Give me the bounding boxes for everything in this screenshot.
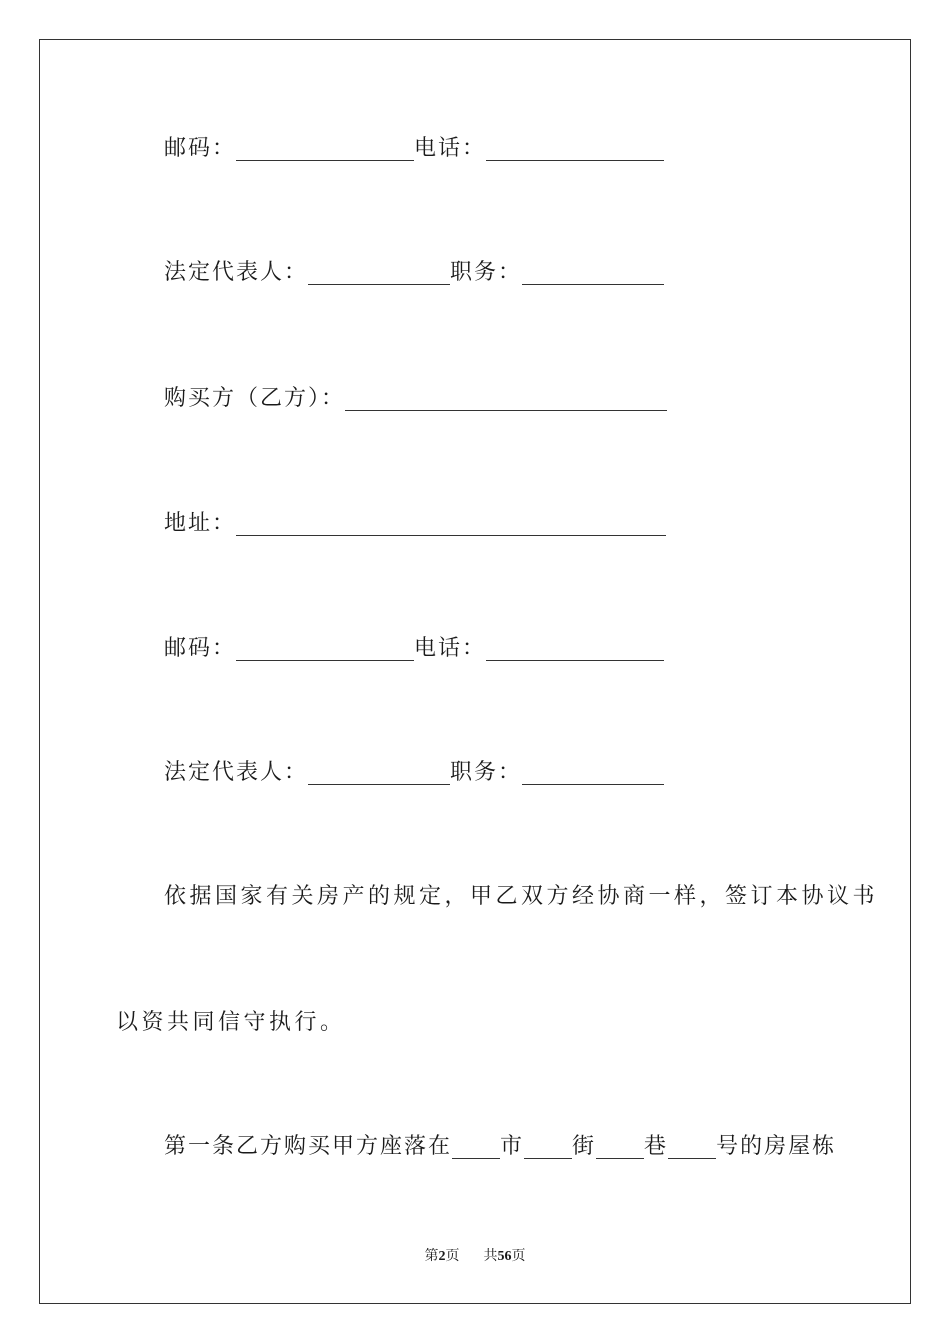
address-line [164, 509, 666, 539]
phone-label: 电话： [414, 636, 487, 661]
total-suffix: 页 [511, 1248, 526, 1264]
buyer-field[interactable] [345, 388, 667, 411]
legal-rep-line-1 [164, 258, 664, 288]
position-label: 职务： [450, 260, 523, 285]
page-prefix: 第 [424, 1248, 439, 1264]
legal-rep-field[interactable] [308, 762, 450, 785]
zip-field[interactable] [236, 638, 414, 661]
zip-label: 邮码： [164, 136, 237, 161]
paragraph-line-2: 以资共同信守执行。 [116, 1010, 346, 1035]
page-suffix: 页 [445, 1248, 460, 1264]
legal-rep-field[interactable] [308, 262, 450, 285]
legal-rep-label: 法定代表人： [164, 260, 309, 285]
article-1-text-5: 号的房屋栋 [716, 1134, 837, 1159]
total-prefix: 共 [483, 1248, 498, 1264]
total-pages: 56 [497, 1249, 512, 1264]
page-number: 2 [438, 1249, 446, 1264]
legal-rep-line-2 [164, 758, 664, 788]
number-field[interactable] [668, 1136, 716, 1159]
position-label: 职务： [450, 760, 523, 785]
lane-field[interactable] [596, 1136, 644, 1159]
page-footer [0, 1247, 950, 1266]
phone-field[interactable] [486, 638, 664, 661]
zip-label: 邮码： [164, 636, 237, 661]
zip-phone-line-2 [164, 634, 664, 664]
street-field[interactable] [524, 1136, 572, 1159]
city-field[interactable] [452, 1136, 500, 1159]
page-border [39, 39, 911, 1304]
buyer-label: 购买方（乙方）： [164, 386, 346, 411]
article-1-text-2: 市 [500, 1134, 525, 1159]
phone-field[interactable] [486, 138, 664, 161]
article-1-text-3: 街 [572, 1134, 597, 1159]
paragraph-line-1: 依据国家有关房产的规定，甲乙双方经协商一样，签订本协议书 [164, 884, 879, 909]
position-field[interactable] [522, 262, 664, 285]
legal-rep-label: 法定代表人： [164, 760, 309, 785]
article-1-text-1: 第一条乙方购买甲方座落在 [164, 1134, 453, 1159]
address-label: 地址： [164, 511, 237, 536]
article-1-text-4: 巷 [644, 1134, 669, 1159]
zip-phone-line-1 [164, 134, 664, 164]
buyer-line [164, 384, 667, 414]
zip-field[interactable] [236, 138, 414, 161]
article-1-line [164, 1132, 836, 1162]
position-field[interactable] [522, 762, 664, 785]
address-field[interactable] [236, 513, 666, 536]
phone-label: 电话： [414, 136, 487, 161]
